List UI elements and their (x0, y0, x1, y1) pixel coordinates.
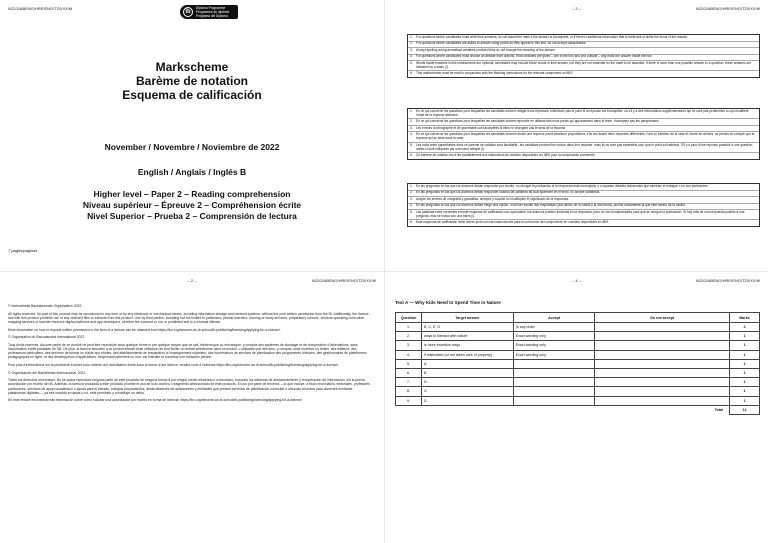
copyright-paragraph: © International Baccalaureate Organization 2022 (8, 304, 82, 308)
page-number: – 3 – (572, 6, 581, 11)
question-number-cell: 4. (396, 350, 422, 359)
copyright-paragraph: © Organisation du Baccalauréat International 2022 (8, 335, 85, 340)
accept-cell: In any order (513, 323, 595, 332)
instruction-item: 3. Acepte los errores de ortografía y gramática, siempre y cuando no modifiquen el significado de la respuesta. (408, 197, 759, 204)
accept-cell (513, 378, 595, 387)
header-code: N22/2/ABENG/HRE/ENG/TZ0/XX/M (695, 6, 760, 11)
table-row (396, 332, 760, 341)
text-title: Text A — Why Kids Need to Spend Time in Nature (395, 300, 501, 305)
instruction-item: 4. En las preguntas en las que los alumnos deban elegir una opción, si se han escrito dos respuestas (una dentro de la casilla y la otra fuera), puntúe únicamente la que esté dentro de la casilla. (408, 204, 759, 211)
marks-cell: 1 (730, 341, 760, 350)
question-number-cell: 1. (396, 323, 422, 332)
copyright-paragraph: Tous droits réservés. Aucune partie de ce produit ne peut être reproduite sous quelque forme ni par quelque moyen que ce soit, électronique ou mécanique, y compris des systèmes de stockage et de récupération d'informations, sans l'autorisation écrite préalable de l'IB. De plus, la licence associée à ce produit interdit toute utilisation de tout fichier ou extrait sélectionné dans ce produit. L'utilisation par des tiers, y compris, sans toutefois s'y limiter, des éditeurs, des professeurs particuliers, des services de tutorat ou d'aide aux études, des établissements de préparation à l'enseignement supérieur, des fournisseurs de services de planification des programmes d'études, des gestionnaires de plateformes pédagogiques en ligne, et des développeurs d'applications, moyennant paiement ou non, est interdite et constitue une infraction pénale. (8, 342, 367, 360)
exam-date: November / Novembre / Noviembre de 2022 (104, 142, 280, 152)
instruction-item: 1. En ce qui concerne les questions pour lesquelles les candidats doivent rédiger leurs réponses, n'attribuez pas le point si la réponse est incomplète, ou s'il y a des informations supplémentaires qui ne sont pas pertinentes ou qui modifient l'objet de la réponse attendue. (408, 109, 759, 119)
page-count: 7 pages/páginas (8, 248, 38, 253)
header-code: N22/2/ABENG/HRE/ENG/TZ0/XX/M (8, 6, 73, 11)
instruction-item: 6. Ce barème de notation est à lire parallèlement aux instructions de notation disponibles sur IBIS pour la composante concernée. (410, 153, 596, 158)
table-row (396, 341, 760, 350)
target-answer-cell: B (421, 368, 513, 377)
marks-cell: 1 (730, 350, 760, 359)
do-not-accept-cell (595, 396, 730, 405)
instruction-item: 1. En las preguntas en las que los alumnos deban responder por escrito, no otorgue la puntuación si la respuesta está incompleta, o si aportan detalles adicionales que cambian el enfoque o no son pertinentes. (408, 184, 759, 191)
markscheme-table (395, 312, 760, 415)
ib-logo (180, 5, 238, 19)
document-title: Markscheme Barème de notation Esquema de calificación (122, 60, 262, 102)
table-row (396, 387, 760, 396)
marks-cell: 1 (730, 359, 760, 368)
instruction-item: 2. En las preguntas en las que los alumnos deban responder usando las palabras tal cual aparecen en el texto, no acepte paráfrasis. (408, 191, 759, 198)
question-number-cell: 2. (396, 332, 422, 341)
column-header: Target answer (421, 313, 513, 323)
table-header-row (396, 313, 760, 323)
accept-cell: Exact wording only (513, 332, 595, 341)
instruction-item: 6. Este esquema de calificación debe leerse junto con las instrucciones para la corrección del componente en cuestión disponibles en IBIS. (410, 220, 610, 225)
instruction-item: 4. En ce qui concerne les questions pour lesquelles les candidats doivent choisir une réponse parmi plusieurs propositions, s'ils ont donné deux réponses différentes, l'une à l'intérieur de la case et l'autre en-dehors, ne prenez en compte que la réponse qui se situe dans la case. (408, 132, 759, 142)
question-number-cell: 6. (396, 368, 422, 377)
accept-cell (513, 396, 595, 405)
marks-cell: 1 (730, 387, 760, 396)
marks-cell: 4 (730, 323, 760, 332)
do-not-accept-cell (595, 341, 730, 350)
markscheme-table-page (385, 272, 768, 543)
copyright-paragraph: Pour plus d'informations sur la procédure à suivre pour obtenir une autorisation écrite sous la forme d'une licence, rendez-vous à l'adresse https://ibo.org/become-an-ib-school/ib-publishing/licensing/applying-for-a-license/. (8, 362, 340, 367)
copyright-paragraph: © Organización del Bachillerato Internacional, 2022 (8, 370, 86, 375)
copyright-paragraph: More information on how to request written permission in the form of a license can be obtained from https://ibo.org/become-an-ib-school/ib-publishing/licensing/applying-for-a-license/. (8, 327, 281, 332)
total-label: Total (714, 408, 724, 413)
question-number-cell: 5. (396, 359, 422, 368)
header-code: N22/2/ABENG/HRE/ENG/TZ0/XX/M (311, 278, 376, 283)
accept-cell (513, 359, 595, 368)
do-not-accept-cell (595, 359, 730, 368)
cover-page (0, 0, 384, 271)
instruction-item: 5. Words inside brackets in this markscheme are optional; candidates may include these words in their answer, but they are not essential for the mark to be awarded. If there is more than one possible answer to a question, these answers are indicated by a slash (/). (408, 61, 759, 71)
do-not-accept-cell (595, 378, 730, 387)
marks-cell: 1 (730, 396, 760, 405)
accept-cell: Exact wording only (513, 350, 595, 359)
target-answer-cell: D (421, 396, 513, 405)
copyright-paragraph: En este enlace encontrará más información sobre cómo solicitar una autorización por escrito en forma de licencia: https://ibo.org/become-an-ib-school/ib-publishing/licensing/applying-for-a-license/. (8, 398, 303, 403)
target-answer-cell: G (421, 387, 513, 396)
instruction-item: 2. En ce qui concerne les questions pour lesquelles les candidats doivent répondre en utilisant des mots précis qui apparaissent dans le texte, n'acceptez pas les paraphrases. (408, 119, 759, 126)
instruction-item: 6. This markscheme must be read in conjunction with the Marking Instructions for the relevant component on IBIS. (410, 71, 574, 76)
do-not-accept-cell (595, 387, 730, 396)
question-number-cell: 8. (396, 387, 422, 396)
instruction-item: 1. For questions where candidates must write their answers, do not award the mark if the answer is incomplete, or if there is additional information that is irrelevant or shifts the focus of the answer. (408, 35, 759, 42)
total-marks: 12 (730, 405, 760, 414)
accept-cell (513, 387, 595, 396)
table-row (396, 323, 760, 332)
do-not-accept-cell (595, 332, 730, 341)
instruction-item: 5. Las palabras entre corchetes en este esquema de calificación son opcionales: los alumnos pueden incluirlas en la respuesta, pero no son fundamentales para que se otorgue la puntuación. Si hay más de una respuesta posible a una pregunta, esto se indica con una barra (/). (408, 210, 759, 220)
table-row (396, 350, 760, 359)
table-row (396, 359, 760, 368)
target-answer-cell: D (421, 378, 513, 387)
total-row (396, 405, 760, 414)
copyright-page (0, 272, 384, 543)
do-not-accept-cell (595, 350, 730, 359)
instructions-english (407, 34, 760, 78)
instructions-spanish (407, 183, 760, 227)
question-number-cell: 3. (396, 341, 422, 350)
instruction-item: 4. For questions where candidates must choose an answer from options, if two answers are given – one in the box and one outside – only mark the answer inside the box. (408, 55, 759, 62)
copyright-text (8, 304, 370, 406)
page-number: – 4 – (572, 278, 581, 283)
header-code: N22/2/ABENG/HRE/ENG/TZ0/XX/M (695, 278, 760, 283)
instructions-page (385, 0, 768, 271)
copyright-paragraph: All rights reserved. No part of this product may be reproduced in any form or by any electronic or mechanical means, including information storage and retrieval systems, without the prior written permission from the IB. Additionally, the license tied with this product prohibits use of any selected files or extracts from this product. Use by third parties, including but not limited to publishers, private teachers, tutoring or study services, preparatory schools, vendors operating curriculum mapping services or teacher resource digital platforms and app developers, whether fee-covered or not, is prohibited and is a criminal offense. (8, 311, 369, 324)
target-answer-cell: ways to interact with nature (421, 332, 513, 341)
target-answer-cell: is more inventive ways (421, 341, 513, 350)
copyright-paragraph: Todos los derechos reservados. No se podrá reproducir ninguna parte de este producto de ninguna forma ni por ningún medio electrónico o mecánico, incluidos los sistemas de almacenamiento y recuperación de información, sin la previa autorización por escrito del IB. Además, la licencia vinculada a este producto prohíbe el uso de todo archivo o fragmento seleccionado de este producto. El uso por parte de terceros —lo que incluye, a título enunciativo, editoriales, profesores particulares, servicios de apoyo académico o ayuda para el estudio, colegios preparatorios, desarrolladores de aplicaciones y entidades que presten servicios de planificación curricular u ofrezcan recursos para docentes mediante plataformas digitales—, ya sea incluido en tasas o no, está prohibido y constituye un delito. (8, 378, 370, 395)
logo-text: Diploma Programme Programme du diplôme Programa del Diploma (196, 6, 230, 18)
question-number-cell: 9. (396, 396, 422, 405)
question-number-cell: 7. (396, 378, 422, 387)
table-row (396, 396, 760, 405)
instruction-item: 3. Accept spelling and grammatical mistakes provided they do not change the meaning of the answer. (408, 48, 759, 55)
page-number: – 2 – (187, 278, 197, 283)
instruction-item: 2. For questions where candidates are asked to answer using words as they appear in this text, do not accept paraphrases. (408, 42, 759, 49)
target-answer-cell: B, C, E, G (421, 323, 513, 332)
column-header: Accept (513, 313, 595, 323)
instructions-french (407, 108, 760, 160)
do-not-accept-cell (595, 323, 730, 332)
do-not-accept-cell (595, 368, 730, 377)
marks-cell: 1 (730, 332, 760, 341)
accept-cell: Exact wording only (513, 341, 595, 350)
exam-level: Higher level – Paper 2 – Reading comprehension Niveau supérieur – Épreuve 2 – Compréhension écrite Nivel Superior – Prueba 2 – Comprensión de lectura (82, 189, 302, 221)
column-header: Marks (730, 313, 760, 323)
accept-cell (513, 368, 595, 377)
instruction-item: 5. Les mots entre parenthèses dans ce barème de notation sont facultatifs : les candidats peuvent les inclure dans leur réponse, mais ils ne sont pas essentiels pour que le point soit attribué. S'il y a plus d'une réponse possible à une question, celles-ci sont indiquées par une barre oblique (/). (408, 143, 759, 153)
exam-language: English / Anglais / Inglés B (137, 167, 247, 177)
marks-cell: 1 (730, 378, 760, 387)
instruction-item: 3. Les erreurs d'orthographe et de grammaire sont acceptées si elles ne changent pas le sens de la réponse. (408, 126, 759, 133)
target-answer-cell: if mistreated (or not taken care of property) (421, 350, 513, 359)
table-row (396, 378, 760, 387)
column-header: Question (396, 313, 422, 323)
ib-logo-icon: ib (183, 7, 193, 17)
column-header: Do not accept (595, 313, 730, 323)
target-answer-cell: A (421, 359, 513, 368)
marks-cell: 1 (730, 368, 760, 377)
table-row (396, 368, 760, 377)
